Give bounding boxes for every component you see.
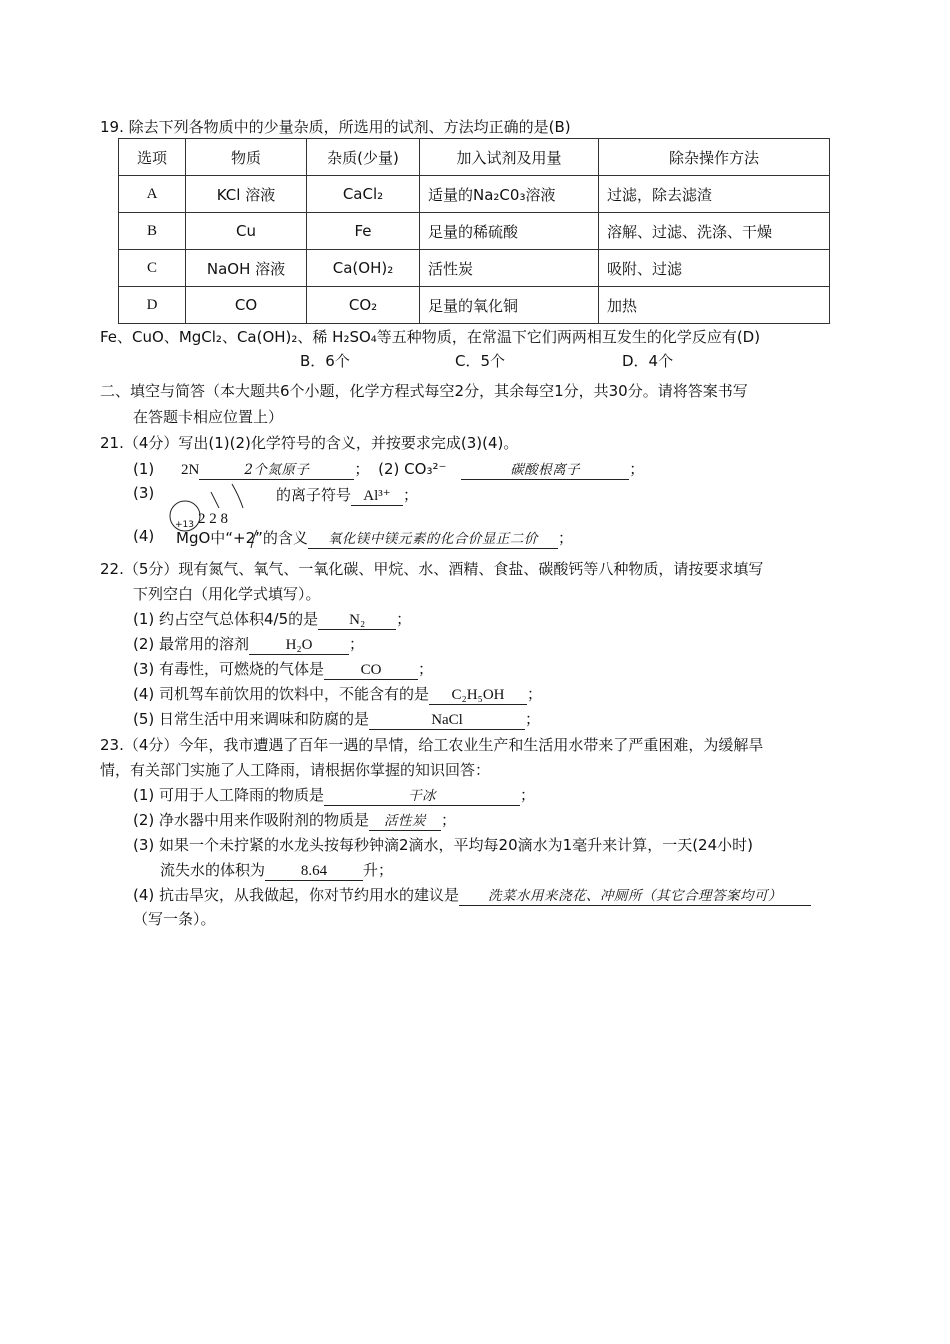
answer-blank: NaCl: [369, 712, 525, 730]
atom-shell-electrons: 2 2 8: [198, 511, 228, 527]
answer-blank: 洗菜水用来浇花、冲厕所（其它合理答案均可）: [459, 888, 811, 906]
q21-title: 21.（4分）写出(1)(2)化学符号的含义，并按要求完成(3)(4)。: [100, 434, 519, 452]
row-substance: NaOH 溶液: [186, 250, 307, 287]
part-text: 的离子符号: [276, 486, 352, 504]
item-text: (1) 可用于人工降雨的物质是: [133, 786, 325, 804]
q23-item1: (1) 可用于人工降雨的物质是 干冰 ；: [133, 786, 536, 804]
item-text: (5) 日常生活中用来调味和防腐的是: [133, 710, 370, 728]
q22-item: (3) 有毒性，可燃烧的气体是 CO ；: [133, 660, 434, 678]
q21-part4: MgO中“+2”的含义 氧化镁中镁元素的化合价显正二价 ；: [176, 529, 573, 547]
row-reagent: 足量的稀硫酸: [420, 213, 599, 250]
answer-blank: H₂O: [249, 637, 349, 655]
table-header-row: [119, 139, 830, 176]
answer-blank: 2个氮原子: [199, 462, 354, 480]
item-text: (2) 净水器中用来作吸附剂的物质是: [133, 811, 370, 829]
item-text: (4) 抗击旱灾，从我做起，你对节约用水的建议是: [133, 886, 460, 904]
item-text: (3) 有毒性，可燃烧的气体是: [133, 660, 325, 678]
row-option: D: [119, 287, 186, 324]
unit: 升；: [363, 861, 394, 879]
q22-item: (2) 最常用的溶剂 H₂O ；: [133, 635, 365, 653]
answer-blank: C₂H₅OH: [429, 687, 527, 705]
shell-arc: [232, 484, 243, 508]
header-method: 除杂操作方法: [599, 139, 830, 176]
section2-heading-cont: 在答题卡相应位置上）: [133, 408, 284, 426]
answer-blank: 干冰: [324, 788, 520, 806]
row-impurity: CO₂: [307, 287, 420, 324]
atom-nucleus-charge: +13: [175, 520, 194, 530]
answer-blank: 8.64: [265, 863, 363, 881]
row-impurity: Fe: [307, 213, 420, 250]
q23-item3-cont: [160, 859, 393, 881]
row-option: C: [119, 250, 186, 287]
table-row: [119, 287, 830, 324]
q19-table: [118, 138, 830, 324]
header-impurity: 杂质(少量): [307, 139, 420, 176]
q23-item4-tail: （写一条）。: [133, 910, 216, 928]
section2-heading: 二、填空与简答（本大题共6个小题，化学方程式每空2分，其余每空1分，共30分。请将答案书写: [100, 382, 748, 400]
row-option: A: [119, 176, 186, 213]
q22-item: (5) 日常生活中用来调味和防腐的是 NaCl ；: [133, 710, 541, 728]
q21-part4-label: (4): [133, 527, 155, 545]
q22-item: (4) 司机驾车前饮用的饮料中，不能含有的是 C₂H₅OH ；: [133, 685, 543, 703]
row-method: 溶解、过滤、洗涤、干燥: [599, 213, 830, 250]
table-row: [119, 213, 830, 250]
header-option: 选项: [119, 139, 186, 176]
row-method: 过滤，除去滤渣: [599, 176, 830, 213]
q23-line1: 23.（4分）今年，我市遭遇了百年一遇的旱情，给工农业生产和生活用水带来了严重困难，为缓解旱: [100, 736, 764, 754]
row-option: B: [119, 213, 186, 250]
q23-item4: [133, 884, 811, 906]
item-text: (4) 司机驾车前饮用的饮料中，不能含有的是: [133, 685, 430, 703]
table-row: [119, 250, 830, 287]
row-substance: KCl 溶液: [186, 176, 307, 213]
answer-blank: 碳酸根离子: [461, 462, 629, 480]
header-substance: 物质: [186, 139, 307, 176]
q20-prompt: Fe、CuO、MgCl₂、Ca(OH)₂、稀 H₂SO₄等五种物质，在常温下它们两两相互发生的化学反应有(D): [100, 328, 761, 346]
row-reagent: 足量的氧化铜: [420, 287, 599, 324]
answer-blank: 活性炭: [369, 813, 441, 831]
item-text: 流失水的体积为: [160, 861, 266, 879]
part-text: MgO中“+2”的含义: [176, 529, 308, 547]
row-substance: CO: [186, 287, 307, 324]
item-text: (2) 最常用的溶剂: [133, 635, 250, 653]
row-reagent: 活性炭: [420, 250, 599, 287]
header-reagent: 加入试剂及用量: [420, 139, 599, 176]
answer-blank: Al³⁺: [351, 488, 403, 506]
q21-part3: 的离子符号 Al³⁺ ；: [276, 486, 419, 504]
part-label: (1): [133, 460, 155, 478]
q21-part3-label: (3): [133, 484, 155, 502]
answer-blank: CO: [324, 662, 418, 680]
part-label: (2) CO₃²⁻: [378, 460, 447, 478]
q22-line1: 22.（5分）现有氮气、氧气、一氧化碳、甲烷、水、酒精、食盐、碳酸钙等八种物质，请按要求填写: [100, 560, 764, 578]
row-method: 吸附、过滤: [599, 250, 830, 287]
row-impurity: CaCl₂: [307, 176, 420, 213]
q22-item: (1) 约占空气总体积4/5的是 N₂ ；: [133, 610, 412, 628]
q20-option-c: C．5个: [455, 352, 506, 370]
row-method: 加热: [599, 287, 830, 324]
q21-part1: (1) 2N 2个氮原子 ； (2) CO₃²⁻ 碳酸根离子 ；: [133, 460, 645, 478]
q23-item2: (2) 净水器中用来作吸附剂的物质是 活性炭 ；: [133, 811, 457, 829]
row-substance: Cu: [186, 213, 307, 250]
q23-item3: (3) 如果一个未拧紧的水龙头按每秒钟滴2滴水，平均每20滴水为1毫升来计算，一天(24小时): [133, 836, 753, 854]
q22-line2: 下列空白（用化学式填写）。: [133, 585, 321, 603]
q19-prompt: 19. 除去下列各物质中的少量杂质，所选用的试剂、方法均正确的是(B): [100, 118, 571, 136]
shell-arc: [211, 492, 219, 508]
answer-blank: 氧化镁中镁元素的化合价显正二价: [308, 531, 558, 549]
row-impurity: Ca(OH)₂: [307, 250, 420, 287]
answer-blank: N₂: [318, 612, 396, 630]
item-text: (1) 约占空气总体积4/5的是: [133, 610, 319, 628]
symbol-2n: 2N: [181, 462, 200, 478]
q23-line2: 情，有关部门实施了人工降雨，请根据你掌握的知识回答：: [100, 761, 491, 779]
q20-option-b: B．6个: [300, 352, 350, 370]
row-reagent: 适量的Na₂C0₃溶液: [420, 176, 599, 213]
q20-option-d: D．4个: [622, 352, 674, 370]
table-row: [119, 176, 830, 213]
